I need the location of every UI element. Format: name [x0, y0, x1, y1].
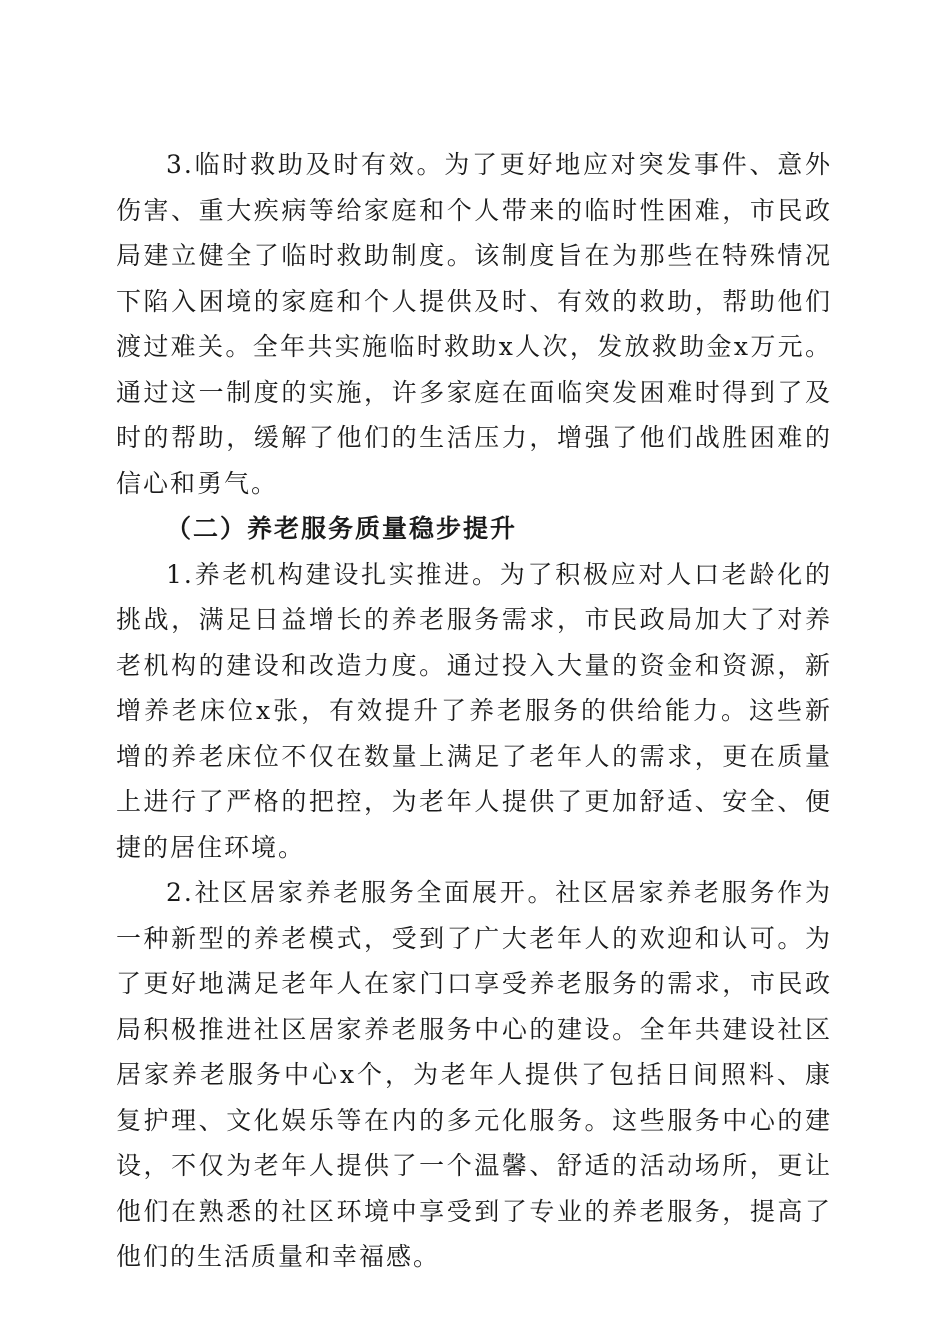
paragraph-elderly-institutions: 1.养老机构建设扎实推进。为了积极应对人口老龄化的挑战，满足日益增长的养老服务需求，市民政局加大了对养老机构的建设和改造力度。通过投入大量的资金和资源，新增养老床位x张，有效提升了养老服务的供给能力。这些新增的养老床位不仅在数量上满足了老年人的需求，更在质量上进行了严格的把控，为老年人提供了更加舒适、安全、便捷的居住环境。 [116, 559, 832, 862]
section-heading-elderly-care: （二）养老服务质量稳步提升 [166, 514, 518, 543]
paragraph-community-home-care: 2.社区居家养老服务全面展开。社区居家养老服务作为一种新型的养老模式，受到了广大老年人的欢迎和认可。为了更好地满足老年人在家门口享受养老服务的需求，市民政局积极推进社区居家养老服务中心的建设。全年共建设社区居家养老服务中心x个，为老年人提供了包括日间照料、康复护理、文化娱乐等在内的多元化服务。这些服务中心的建设，不仅为老年人提供了一个温馨、舒适的活动场所，更让他们在熟悉的社区环境中享受到了专业的养老服务，提高了他们的生活质量和幸福感。 [116, 878, 832, 1271]
paragraph-temporary-assistance: 3.临时救助及时有效。为了更好地应对突发事件、意外伤害、重大疾病等给家庭和个人带来的临时性困难，市民政局建立健全了临时救助制度。该制度旨在为那些在特殊情况下陷入困境的家庭和个人提供及时、有效的救助，帮助他们渡过难关。全年共实施临时救助x人次，发放救助金x万元。通过这一制度的实施，许多家庭在面临突发困难时得到了及时的帮助，缓解了他们的生活压力，增强了他们战胜困难的信心和勇气。 [116, 150, 832, 498]
document-body [116, 142, 832, 1280]
